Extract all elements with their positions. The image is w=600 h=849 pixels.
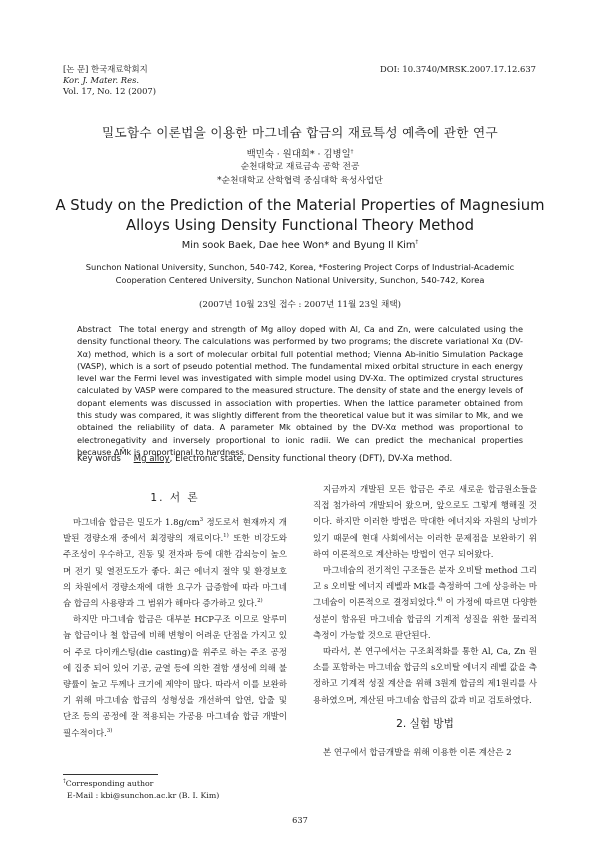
citation: 1) — [223, 533, 229, 540]
journal-volume: Vol. 17, No. 12 (2007) — [63, 86, 157, 96]
keyword-link[interactable]: Mg alloy — [133, 454, 170, 464]
section-1-title: 1. 서 론 — [150, 492, 200, 504]
journal-header — [63, 64, 156, 97]
corresponding-author: Corresponding author — [65, 779, 154, 788]
authors-kr — [0, 146, 600, 160]
left-column — [63, 515, 287, 742]
text: 정도로서 현재까지 개발된 경량소재 중에서 최경량의 재료이다. — [63, 518, 287, 545]
affiliation-en-2: Cooperation Centered University, Sunchon National University, Sunchon, 540-742, Korea — [115, 275, 485, 285]
affiliations-kr — [0, 160, 600, 188]
keywords-rest: , Electronic state, Density functional theory (DFT), DV-Xa method. — [169, 454, 453, 464]
paragraph: 따라서, 본 연구에서는 구조최적화를 통한 Al, Ca, Zn 원소를 포함하는 마그네슘 합금의 s오비탈 에너지 레벨 값을 측정하고 기계적 성질 계산을 위해 3원계 합금의 제1원리를 사용하였으며, 계산된 마그네슘 합금의 값과 비교 검토하였다. — [313, 647, 537, 706]
authors-kr-names: 백민숙 · 원대희* · 김병일 — [246, 149, 351, 160]
journal-name-kr: [논 문] 한국재료학회지 — [63, 64, 148, 74]
authors-en — [0, 240, 600, 251]
section-2-text: 본 연구에서 합금개발을 위해 이용한 이론 계산은 2 — [323, 748, 512, 758]
text: 마그네슘의 전기적인 구조들은 분자 오비탈 method 그리고 s 오비탈 에너지 레벨과 Mk를 측정하여 그에 상응하는 마그네슘이 이론적으로 결정되었다. — [313, 566, 537, 609]
footnote-email: E-Mail : kbi@sunchon.ac.kr (B. I. Kim) — [67, 790, 220, 800]
abstract-text: The total energy and strength of Mg alloy doped with Al, Ca and Zn, were calculated using the density functional theory. The calculations was performed by two programs; the discrete variational Xα (DV-Xα) method, which is a sort of molecular orbital full potential method; Vienna Ab-initio Simulation Package (VASP), which is a sort of pseudo potential method. The fundamental mixed orbital structure in each energy level war the Fermi level was investigated with simple model using DV-Xα. The optimized crystal structures calculated by VASP were compared to the measured structure. The density of state and the energy levels of dopant elements was discussed in association with properties. When the lattice parameter obtained from this study was compared, it was slightly different from the theoretical value but it was similar to Mk, and we obtained the reliability of data. A parameter Mk obtained by the DV-Xα method was proportional to electronegativity and inversely proportional to ionic radii. We can predict the mechanical properties because ΔM̄k is proportional to hardness. — [77, 324, 523, 457]
keywords-label: Key words — [77, 454, 121, 464]
text: 이 가정에 따르면 다양한 성분이 함유된 마그네슘 합금의 기계적 성질을 위한 물리적 측정이 가능할 것으로 판단된다. — [313, 598, 538, 641]
superscript: 3 — [199, 517, 204, 524]
footnote-line-1 — [63, 778, 219, 790]
authors-en-names: Min sook Baek, Dae hee Won* and Byung Il Kim — [181, 240, 416, 251]
paragraph — [313, 563, 537, 644]
doi: DOI: 10.3740/MRSK.2007.17.12.637 — [380, 64, 536, 74]
affiliations-en — [60, 261, 540, 287]
footnote — [63, 778, 219, 801]
paragraph: 지금까지 개발된 모든 합금은 주로 새로운 합금원소들을 직접 첨가하여 개발되어 왔으며, 앞으로도 그렇게 행해질 것이다. 하지만 이러한 방법은 막대한 에너지와 자원의 낭비가 있기 때문에 현대 사회에서는 이러한 문제점을 보완하기 위하여 이론적으로 계산하는 방법이 연구 되어왔다. — [313, 485, 537, 560]
footnote-dagger: † — [63, 778, 66, 785]
citation: 4) — [436, 597, 443, 604]
journal-name-en: Kor. J. Mater. Res. — [63, 75, 140, 85]
authors-kr-dagger: † — [350, 148, 354, 155]
abstract-label: Abstract — [77, 324, 112, 334]
authors-en-dagger: † — [415, 239, 419, 246]
paragraph — [63, 612, 287, 742]
received-dates: (2007년 10월 23일 접수 : 2007년 11월 23일 채택) — [199, 300, 401, 310]
citation: 3) — [106, 727, 113, 734]
affiliation-kr-1: 순천대학교 재료금속 공학 전공 — [240, 162, 360, 172]
abstract — [77, 323, 523, 458]
keywords — [77, 454, 523, 464]
title-kr: 밀도함수 이론법을 이용한 마그네슘 합금의 재료특성 예측에 관한 연구 — [102, 125, 498, 140]
citation: 2) — [257, 598, 263, 605]
affiliation-kr-2: *순천대학교 산학협력 중심대학 육성사업단 — [217, 176, 383, 186]
paragraph — [63, 515, 287, 612]
right-column — [313, 482, 537, 709]
title-en: A Study on the Prediction of the Material Properties of Magnesium Alloys Using Density Functional Theory Method — [55, 197, 545, 234]
affiliation-en-1: Sunchon National University, Sunchon, 540-742, Korea, *Fostering Project Corps of Industrial-Academic — [85, 262, 515, 272]
page-number: 637 — [292, 815, 308, 825]
text: 또한 비강도와 주조성이 우수하고, 진동 및 전자파 등에 대한 감쇠능이 높으며 전기 및 열전도도가 좋다. 최근 에너지 절약 및 환경보호의 차원에서 경량소재에 대한 요구가 급증함에 따라 마그네슘 합금의 사용량과 그 범위가 해마다 증가하고 있다. — [63, 534, 287, 610]
text: 마그네슘 합금은 밀도가 1.8g/cm — [73, 518, 200, 528]
text: 하지만 마그네슘 합금은 대부분 HCP구조 이므로 알루미늄 합금이나 철 합금에 비해 변형이 어려운 단점을 가지고 있어 주로 다이캐스팅(die casting)을 위주로 하는 주조 공정에 집중 되어 있어 기공, 균열 등에 의한 결함 생성에 의해 불량률이 높고 두께나 크기에 제약이 많다. 따라서 이를 보완하기 위해 마그네슘 합금의 성형성을 개선하여 압연, 압출 및 단조 등의 공정에 잘 적용되는 가공용 마그네슘 합금 개발이 필수적이다. — [63, 615, 287, 739]
section-2-title: 2. 실험 방법 — [396, 718, 454, 730]
footnote-divider — [63, 774, 158, 775]
